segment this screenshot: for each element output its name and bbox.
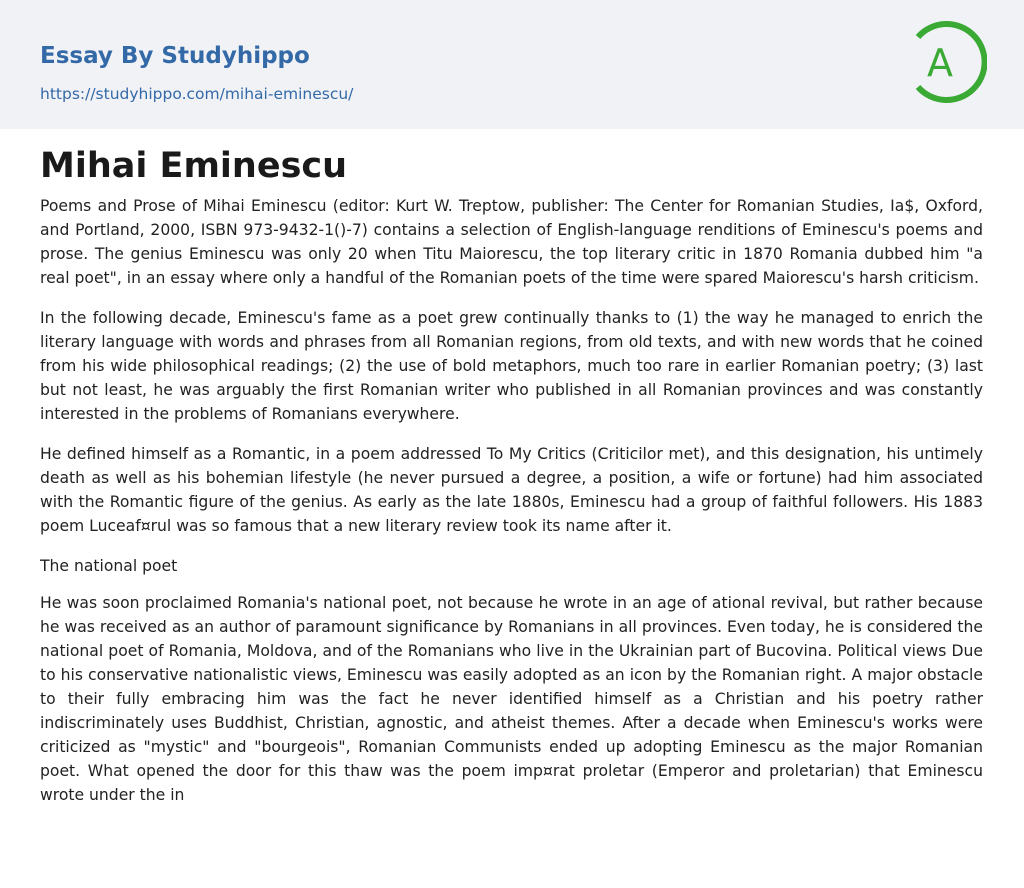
page-title: Mihai Eminescu (40, 146, 348, 186)
logo-letter: A (927, 41, 953, 85)
paragraph: He defined himself as a Romantic, in a poem addressed To My Critics (Criticilor met), and this designation, his untimely death as well as his bohemian lifestyle (he never pursued a degree, a position, a wife or fortune) had him associated with the Romantic figure of the genius. As early as the late 1880s, Eminescu had a group of faithful followers. His 1883 poem Luceaf¤rul was so famous that a new literary review took its name after it. (40, 445, 983, 535)
brand-title[interactable]: Essay By Studyhippo (40, 43, 310, 69)
paragraph: Poems and Prose of Mihai Eminescu (editor: Kurt W. Treptow, publisher: The Center for Romanian Studies, Ia$, Oxford, and Portland, 2000, ISBN 973-9432-1()-7) contains a selection of English-language renditions of Eminescu's poems and prose. The genius Eminescu was only 20 when Titu Maiorescu, the top literary critic in 1870 Romania dubbed him "a real poet", in an essay where only a handful of the Romanian poets of the time were spared Maiorescu's harsh criticism. (40, 197, 983, 287)
essay-body (40, 194, 983, 823)
section-subheading: The national poet (40, 557, 178, 575)
paragraph: In the following decade, Eminescu's fame as a poet grew continually thanks to (1) the way he managed to enrich the literary language with words and phrases from all Romanian regions, from old texts, and with new words that he coined from his wide philosophical readings; (2) the use of bold metaphors, much too rare in earlier Romanian poetry; (3) last but not least, he was arguably the first Romanian writer who published in all Romanian provinces and was constantly interested in the problems of Romanians everywhere. (40, 309, 983, 423)
paragraph: He was soon proclaimed Romania's national poet, not because he wrote in an age of ational revival, but rather because he was received as an author of paramount significance by Romanians in all provinces. Even today, he is considered the national poet of Romania, Moldova, and of the Romanians who live in the Ukrainian part of Bucovina. Political views Due to his conservative nationalistic views, Eminescu was easily adopted as an icon by the Romanian right. A major obstacle to their fully embracing him was the fact he never identified himself as a Christian and his poetry rather indiscriminately uses Buddhist, Christian, agnostic, and atheist themes. After a decade when Eminescu's works were criticized as "mystic" and "bourgeois", Romanian Communists ended up adopting Eminescu as the major Romanian poet. What opened the door for this thaw was the poem imp¤rat proletar (Emperor and proletarian) that Eminescu wrote under the in (40, 594, 983, 804)
essay-url-link[interactable]: https://studyhippo.com/mihai-eminescu/ (40, 85, 354, 103)
studyhippo-logo-icon[interactable] (911, 18, 987, 106)
